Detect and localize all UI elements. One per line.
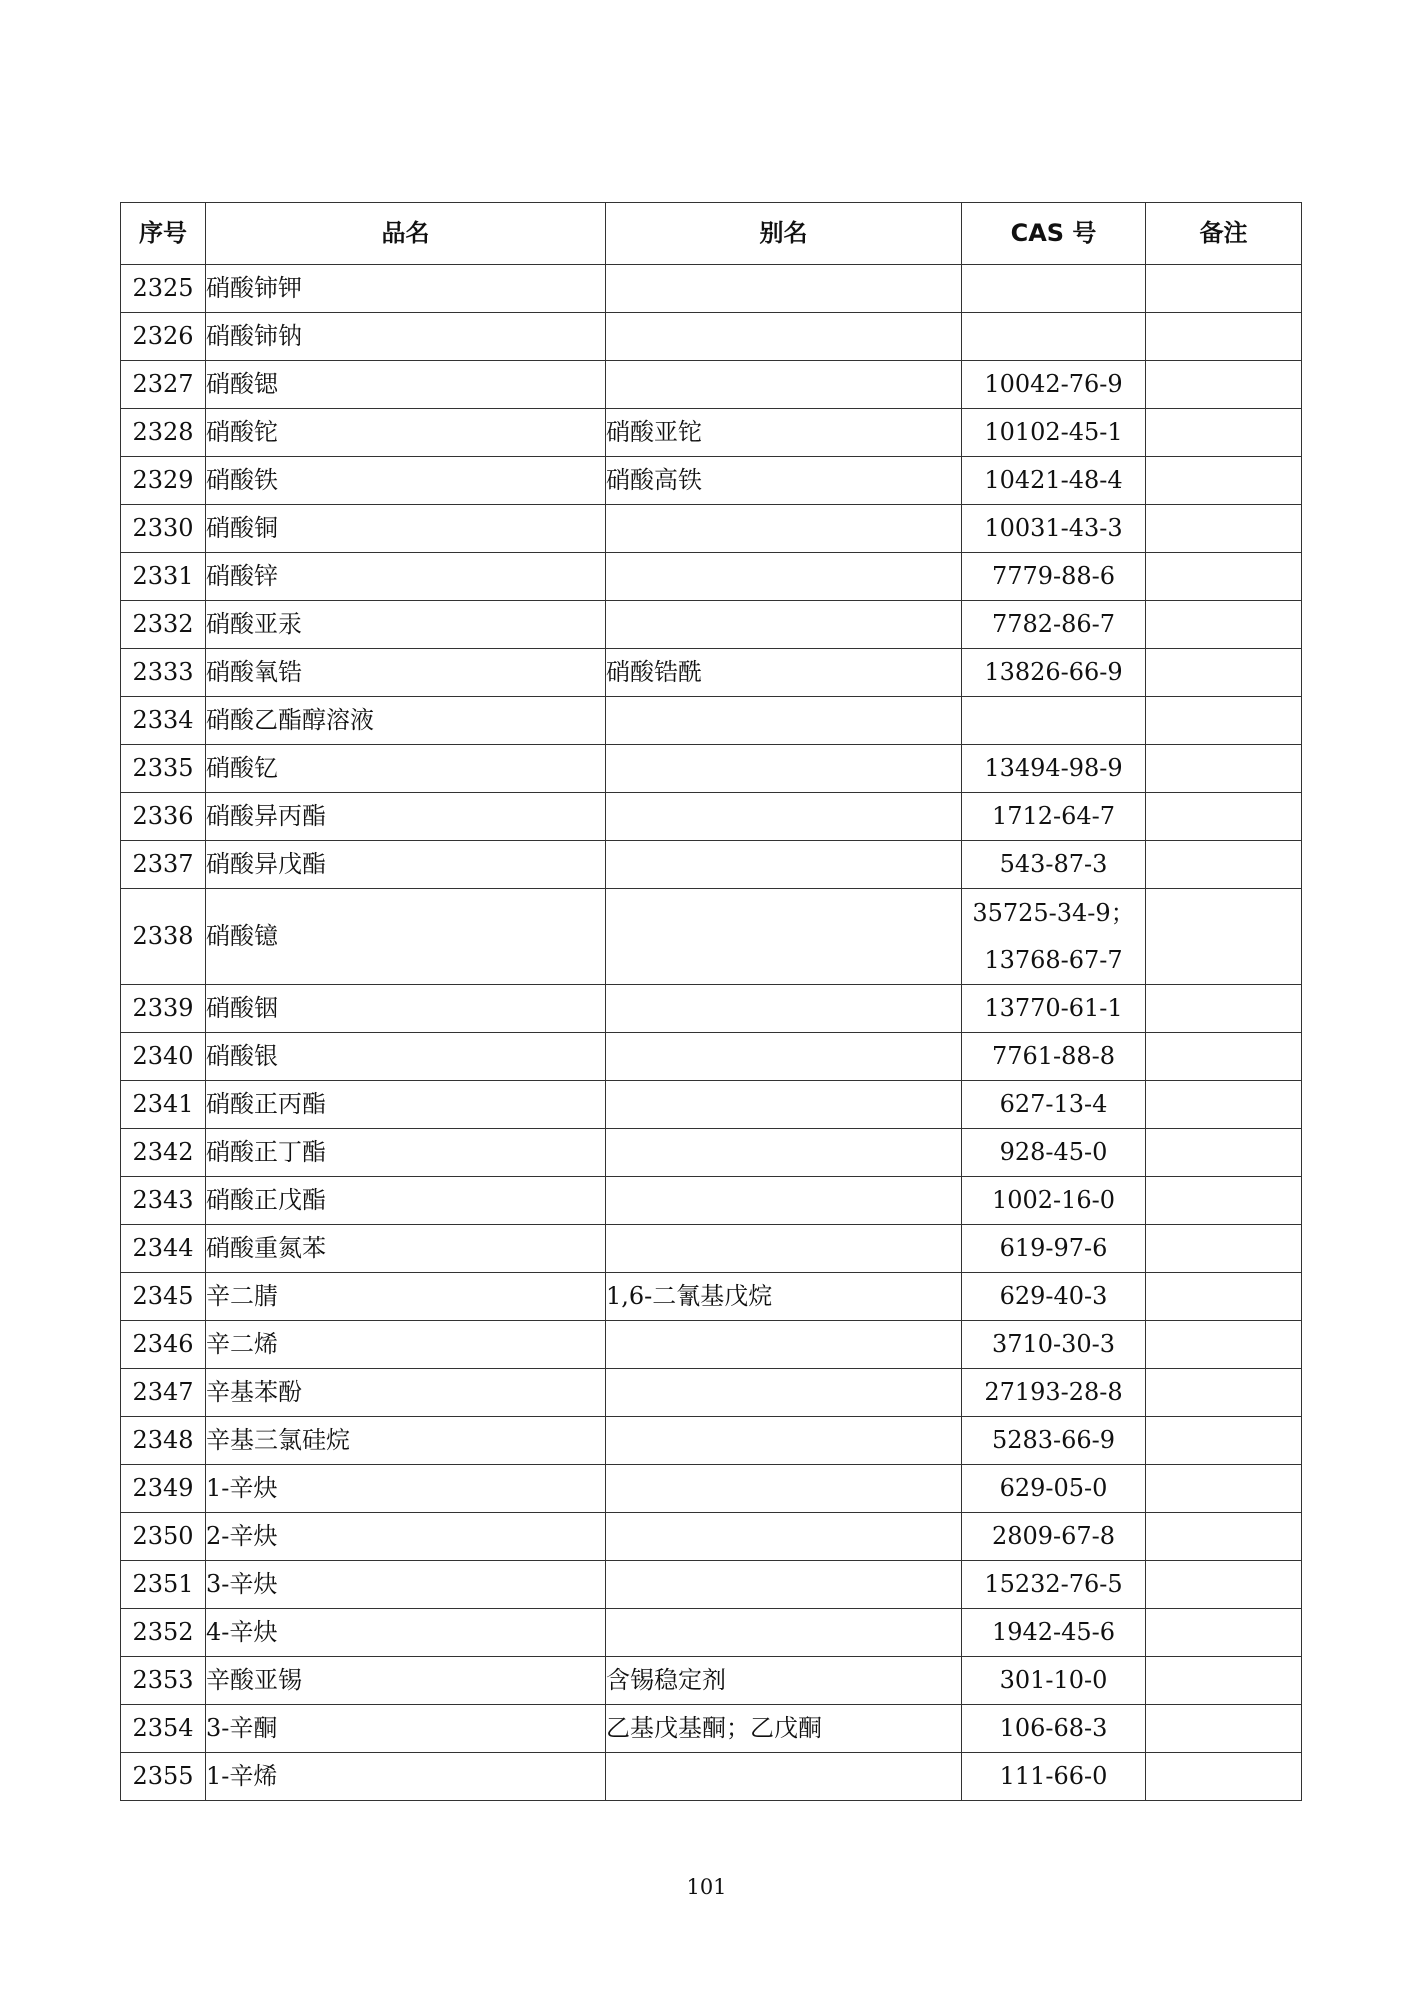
- cell-product-name: 硝酸亚汞: [206, 601, 606, 649]
- cell-alias: 乙基戊基酮；乙戊酮: [606, 1705, 962, 1753]
- cell-cas-number: [962, 889, 1146, 985]
- cell-alias: 1,6-二氰基戊烷: [606, 1273, 962, 1321]
- cas-number-value: 7779-88-6: [991, 562, 1116, 590]
- cas-number-value: 13768-67-7: [984, 945, 1123, 974]
- cas-number-value: 928-45-0: [999, 1138, 1108, 1166]
- cell-product-name: 硝酸钇: [206, 745, 606, 793]
- cell-remarks: [1146, 601, 1302, 649]
- cell-product-name: 硝酸重氮苯: [206, 1225, 606, 1273]
- cell-remarks: [1146, 1081, 1302, 1129]
- table-row: [121, 1369, 1302, 1417]
- cell-serial-number: 2343: [121, 1177, 206, 1225]
- cell-remarks: [1146, 1561, 1302, 1609]
- cell-remarks: [1146, 1177, 1302, 1225]
- table-row: [121, 553, 1302, 601]
- cell-serial-number: 2350: [121, 1513, 206, 1561]
- cell-cas-number: [962, 1321, 1146, 1369]
- cell-alias: [606, 553, 962, 601]
- cell-cas-number: [962, 1753, 1146, 1801]
- cell-serial-number: 2337: [121, 841, 206, 889]
- cas-number-value: 10031-43-3: [984, 514, 1123, 542]
- cell-serial-number: 2349: [121, 1465, 206, 1513]
- cell-serial-number: 2333: [121, 649, 206, 697]
- cell-cas-number: [962, 1657, 1146, 1705]
- cell-alias: [606, 1177, 962, 1225]
- cell-alias: [606, 745, 962, 793]
- table-row: [121, 1417, 1302, 1465]
- cell-product-name: 1-辛烯: [206, 1753, 606, 1801]
- cell-alias: [606, 1321, 962, 1369]
- cell-cas-number: [962, 1129, 1146, 1177]
- table-row: [121, 841, 1302, 889]
- header-product-name: 品名: [206, 203, 606, 265]
- cas-number-value: 1002-16-0: [991, 1186, 1116, 1214]
- cell-remarks: [1146, 697, 1302, 745]
- table-row: [121, 1609, 1302, 1657]
- cell-product-name: 硝酸镱: [206, 889, 606, 985]
- cell-product-name: 硝酸正丁酯: [206, 1129, 606, 1177]
- cell-serial-number: 2344: [121, 1225, 206, 1273]
- table-row: [121, 1513, 1302, 1561]
- cell-alias: [606, 1129, 962, 1177]
- cell-product-name: 硝酸正戊酯: [206, 1177, 606, 1225]
- cell-alias: [606, 505, 962, 553]
- cell-alias: [606, 841, 962, 889]
- cell-remarks: [1146, 1369, 1302, 1417]
- cas-number-value: 629-40-3: [999, 1282, 1108, 1310]
- cell-alias: 硝酸亚铊: [606, 409, 962, 457]
- cell-alias: [606, 1609, 962, 1657]
- cell-product-name: 辛基三氯硅烷: [206, 1417, 606, 1465]
- cell-serial-number: 2329: [121, 457, 206, 505]
- cas-number-value: 2809-67-8: [991, 1522, 1116, 1550]
- cas-number-value: 629-05-0: [999, 1474, 1108, 1502]
- cell-serial-number: 2342: [121, 1129, 206, 1177]
- cell-remarks: [1146, 1129, 1302, 1177]
- cell-remarks: [1146, 1273, 1302, 1321]
- cell-remarks: [1146, 1033, 1302, 1081]
- cell-cas-number: [962, 1513, 1146, 1561]
- cell-alias: [606, 1753, 962, 1801]
- cell-serial-number: 2338: [121, 889, 206, 985]
- cas-number-value: 301-10-0: [999, 1666, 1108, 1694]
- cell-alias: [606, 1417, 962, 1465]
- cell-product-name: 硝酸正丙酯: [206, 1081, 606, 1129]
- cell-remarks: [1146, 1321, 1302, 1369]
- cas-number-value: 3710-30-3: [991, 1330, 1116, 1358]
- cell-remarks: [1146, 313, 1302, 361]
- cell-serial-number: 2346: [121, 1321, 206, 1369]
- cas-number-value: 111-66-0: [999, 1762, 1108, 1790]
- header-remarks: 备注: [1146, 203, 1302, 265]
- cell-product-name: 2-辛炔: [206, 1513, 606, 1561]
- cas-number-value: 1942-45-6: [991, 1618, 1116, 1646]
- cell-cas-number: [962, 1225, 1146, 1273]
- cell-cas-number: [962, 1465, 1146, 1513]
- cas-number-value: 15232-76-5: [984, 1570, 1123, 1598]
- cell-product-name: 硝酸氧锆: [206, 649, 606, 697]
- cell-serial-number: 2339: [121, 985, 206, 1033]
- table-row: [121, 1321, 1302, 1369]
- table-row: [121, 361, 1302, 409]
- cell-product-name: 硝酸铁: [206, 457, 606, 505]
- cell-serial-number: 2330: [121, 505, 206, 553]
- cell-product-name: 硝酸银: [206, 1033, 606, 1081]
- cas-number-value: 27193-28-8: [984, 1378, 1123, 1406]
- cell-alias: [606, 1033, 962, 1081]
- cas-number-value: 7782-86-7: [991, 610, 1116, 638]
- table-row: [121, 1561, 1302, 1609]
- cell-alias: [606, 265, 962, 313]
- cell-cas-number: [962, 505, 1146, 553]
- cell-alias: [606, 1369, 962, 1417]
- table-row: [121, 601, 1302, 649]
- table-header-row: [121, 203, 1302, 265]
- cell-remarks: [1146, 745, 1302, 793]
- cell-remarks: [1146, 793, 1302, 841]
- cell-serial-number: 2345: [121, 1273, 206, 1321]
- cell-product-name: 硝酸铊: [206, 409, 606, 457]
- cell-alias: [606, 1465, 962, 1513]
- cell-cas-number: [962, 553, 1146, 601]
- cell-alias: [606, 361, 962, 409]
- cas-number-value: 106-68-3: [999, 1714, 1108, 1742]
- table-row: [121, 313, 1302, 361]
- cell-product-name: 3-辛炔: [206, 1561, 606, 1609]
- cell-product-name: 硝酸锶: [206, 361, 606, 409]
- cell-alias: 硝酸高铁: [606, 457, 962, 505]
- cell-remarks: [1146, 1705, 1302, 1753]
- cell-cas-number: [962, 1033, 1146, 1081]
- table-row: [121, 1273, 1302, 1321]
- table-row: [121, 1225, 1302, 1273]
- cas-number-value: 7761-88-8: [991, 1042, 1116, 1070]
- cell-cas-number: [962, 1177, 1146, 1225]
- cell-serial-number: 2341: [121, 1081, 206, 1129]
- cell-product-name: 辛基苯酚: [206, 1369, 606, 1417]
- cell-serial-number: 2325: [121, 265, 206, 313]
- cas-number-value: 10102-45-1: [984, 418, 1123, 446]
- cell-alias: [606, 1513, 962, 1561]
- cell-cas-number: [962, 601, 1146, 649]
- cell-remarks: [1146, 889, 1302, 985]
- table-body: [121, 265, 1302, 1801]
- cell-serial-number: 2340: [121, 1033, 206, 1081]
- table-row: [121, 697, 1302, 745]
- cell-remarks: [1146, 265, 1302, 313]
- cas-number-value: 13826-66-9: [984, 658, 1123, 686]
- cell-serial-number: 2347: [121, 1369, 206, 1417]
- cas-number-value: 619-97-6: [999, 1234, 1108, 1262]
- cell-alias: [606, 1561, 962, 1609]
- cell-cas-number: [962, 409, 1146, 457]
- cell-cas-number: [962, 361, 1146, 409]
- cell-serial-number: 2352: [121, 1609, 206, 1657]
- cell-cas-number: [962, 1081, 1146, 1129]
- table-row: [121, 985, 1302, 1033]
- cell-product-name: 1-辛炔: [206, 1465, 606, 1513]
- cell-product-name: 3-辛酮: [206, 1705, 606, 1753]
- table-row: [121, 1081, 1302, 1129]
- cell-remarks: [1146, 649, 1302, 697]
- table-row: [121, 1033, 1302, 1081]
- cell-serial-number: 2327: [121, 361, 206, 409]
- cell-alias: [606, 601, 962, 649]
- table-row: [121, 649, 1302, 697]
- cell-serial-number: 2335: [121, 745, 206, 793]
- cell-remarks: [1146, 985, 1302, 1033]
- cell-cas-number: [962, 793, 1146, 841]
- cell-alias: 含锡稳定剂: [606, 1657, 962, 1705]
- cell-serial-number: 2334: [121, 697, 206, 745]
- cell-alias: [606, 1081, 962, 1129]
- cas-number-value: 13494-98-9: [984, 754, 1123, 782]
- table-row: [121, 1177, 1302, 1225]
- header-cas-number: CAS 号: [962, 203, 1146, 265]
- cell-remarks: [1146, 553, 1302, 601]
- table-row: [121, 1753, 1302, 1801]
- table-row: [121, 889, 1302, 985]
- cell-serial-number: 2353: [121, 1657, 206, 1705]
- cell-product-name: 硝酸铟: [206, 985, 606, 1033]
- cell-cas-number: [962, 1417, 1146, 1465]
- cell-remarks: [1146, 505, 1302, 553]
- cell-serial-number: 2328: [121, 409, 206, 457]
- cas-number-value: 10042-76-9: [984, 370, 1123, 398]
- table-row: [121, 793, 1302, 841]
- header-serial-number: 序号: [121, 203, 206, 265]
- cell-cas-number: [962, 1273, 1146, 1321]
- table-row: [121, 505, 1302, 553]
- cell-serial-number: 2355: [121, 1753, 206, 1801]
- cell-product-name: 辛酸亚锡: [206, 1657, 606, 1705]
- header-alias: 别名: [606, 203, 962, 265]
- table-row: [121, 457, 1302, 505]
- table-row: [121, 745, 1302, 793]
- cell-remarks: [1146, 409, 1302, 457]
- page-number: 101: [686, 1875, 727, 1899]
- cell-product-name: 辛二烯: [206, 1321, 606, 1369]
- cell-cas-number: [962, 1609, 1146, 1657]
- cell-alias: [606, 1225, 962, 1273]
- cell-cas-number: [962, 745, 1146, 793]
- cell-cas-number: [962, 841, 1146, 889]
- table-row: [121, 409, 1302, 457]
- cell-remarks: [1146, 1513, 1302, 1561]
- cas-number-value: 543-87-3: [999, 850, 1108, 878]
- table-row: [121, 1705, 1302, 1753]
- cell-remarks: [1146, 1753, 1302, 1801]
- cell-cas-number: [962, 1369, 1146, 1417]
- cell-cas-number: [962, 985, 1146, 1033]
- cell-alias: [606, 985, 962, 1033]
- cell-remarks: [1146, 1225, 1302, 1273]
- table-row: [121, 1657, 1302, 1705]
- cell-product-name: 硝酸异戊酯: [206, 841, 606, 889]
- cell-cas-number: [962, 649, 1146, 697]
- cell-product-name: 4-辛炔: [206, 1609, 606, 1657]
- cell-serial-number: 2351: [121, 1561, 206, 1609]
- table-row: [121, 1129, 1302, 1177]
- cell-serial-number: 2332: [121, 601, 206, 649]
- cell-cas-number: [962, 457, 1146, 505]
- cell-remarks: [1146, 841, 1302, 889]
- cell-serial-number: 2326: [121, 313, 206, 361]
- cell-product-name: 硝酸乙酯醇溶液: [206, 697, 606, 745]
- cell-serial-number: 2331: [121, 553, 206, 601]
- table-row: [121, 1465, 1302, 1513]
- cell-remarks: [1146, 1465, 1302, 1513]
- cell-alias: [606, 793, 962, 841]
- cell-product-name: 硝酸异丙酯: [206, 793, 606, 841]
- cell-product-name: 硝酸铈钾: [206, 265, 606, 313]
- cas-number-value: 13770-61-1: [984, 994, 1123, 1022]
- cell-remarks: [1146, 1417, 1302, 1465]
- cell-remarks: [1146, 1657, 1302, 1705]
- cell-serial-number: 2348: [121, 1417, 206, 1465]
- cell-cas-number: [962, 313, 1146, 361]
- cell-product-name: 硝酸铜: [206, 505, 606, 553]
- cell-alias: 硝酸锆酰: [606, 649, 962, 697]
- cell-cas-number: [962, 1705, 1146, 1753]
- cas-number-value: 627-13-4: [999, 1090, 1108, 1118]
- cell-serial-number: 2354: [121, 1705, 206, 1753]
- table-row: [121, 265, 1302, 313]
- cas-number-value: 1712-64-7: [991, 802, 1116, 830]
- cell-cas-number: [962, 265, 1146, 313]
- cell-alias: [606, 889, 962, 985]
- cell-cas-number: [962, 697, 1146, 745]
- cell-alias: [606, 313, 962, 361]
- cell-product-name: 辛二腈: [206, 1273, 606, 1321]
- cell-product-name: 硝酸锌: [206, 553, 606, 601]
- cell-remarks: [1146, 1609, 1302, 1657]
- cell-cas-number: [962, 1561, 1146, 1609]
- cas-number-value: 5283-66-9: [991, 1426, 1116, 1454]
- cell-remarks: [1146, 457, 1302, 505]
- cell-serial-number: 2336: [121, 793, 206, 841]
- cas-number-value: 35725-34-9；: [972, 898, 1135, 927]
- cas-number-value: 10421-48-4: [984, 466, 1123, 494]
- cell-alias: [606, 697, 962, 745]
- chemical-table: [120, 202, 1302, 1801]
- cell-remarks: [1146, 361, 1302, 409]
- cell-product-name: 硝酸铈钠: [206, 313, 606, 361]
